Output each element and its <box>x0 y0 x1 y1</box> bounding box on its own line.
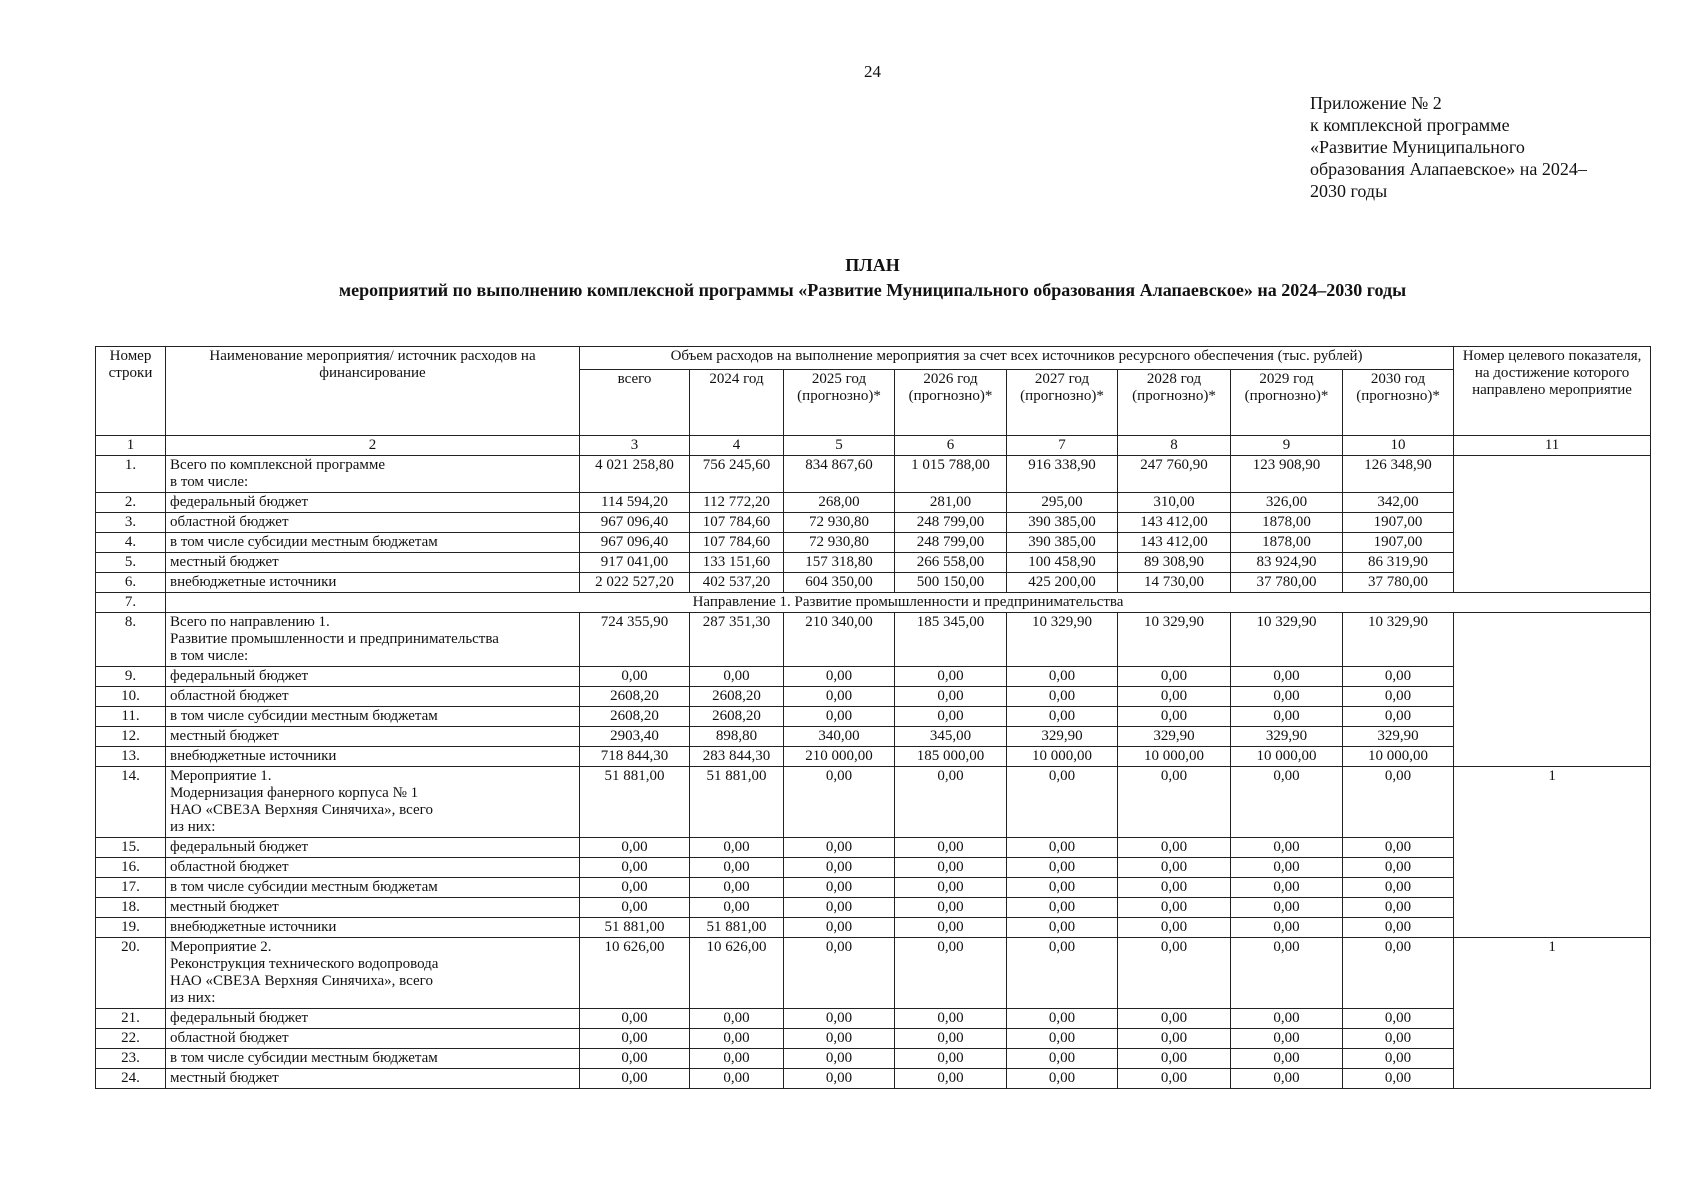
amount-cell: 89 308,90 <box>1118 553 1231 573</box>
amount-cell: 247 760,90 <box>1118 456 1231 493</box>
amount-cell: 0,00 <box>895 687 1007 707</box>
amount-cell: 185 000,00 <box>895 747 1007 767</box>
row-number: 3. <box>96 513 166 533</box>
row-name: областной бюджет <box>166 513 580 533</box>
row-number: 14. <box>96 767 166 838</box>
amount-cell: 0,00 <box>580 667 690 687</box>
amount-cell: 916 338,90 <box>1007 456 1118 493</box>
row-name: Мероприятие 1. Модернизация фанерного корпуса № 1 НАО «СВЕЗА Верхняя Синячиха», всего из них: <box>166 767 580 838</box>
appendix-line: Приложение № 2 <box>1310 93 1442 113</box>
amount-cell: 0,00 <box>1007 838 1118 858</box>
row-number: 15. <box>96 838 166 858</box>
amount-cell: 51 881,00 <box>690 767 784 838</box>
header-2026: 2026 год (прогнозно)* <box>895 370 1007 436</box>
amount-cell: 283 844,30 <box>690 747 784 767</box>
amount-cell: 1878,00 <box>1231 533 1343 553</box>
amount-cell: 0,00 <box>895 707 1007 727</box>
amount-cell: 107 784,60 <box>690 513 784 533</box>
amount-cell: 10 329,90 <box>1007 613 1118 667</box>
amount-cell: 0,00 <box>1118 687 1231 707</box>
row-number: 19. <box>96 918 166 938</box>
table-row <box>96 747 1651 767</box>
amount-cell: 1 015 788,00 <box>895 456 1007 493</box>
amount-cell: 0,00 <box>895 767 1007 838</box>
amount-cell: 0,00 <box>1231 667 1343 687</box>
column-number: 5 <box>784 436 895 456</box>
amount-cell: 390 385,00 <box>1007 533 1118 553</box>
table-row <box>96 938 1651 1009</box>
amount-cell: 0,00 <box>1343 1029 1454 1049</box>
amount-cell: 0,00 <box>1118 667 1231 687</box>
row-name: в том числе субсидии местным бюджетам <box>166 878 580 898</box>
header-total: всего <box>580 370 690 436</box>
amount-cell: 0,00 <box>580 1069 690 1089</box>
row-number: 8. <box>96 613 166 667</box>
amount-cell: 0,00 <box>1007 1009 1118 1029</box>
amount-cell: 281,00 <box>895 493 1007 513</box>
row-number: 9. <box>96 667 166 687</box>
row-name: областной бюджет <box>166 1029 580 1049</box>
amount-cell: 0,00 <box>1343 838 1454 858</box>
row-number: 13. <box>96 747 166 767</box>
column-number: 3 <box>580 436 690 456</box>
row-name: местный бюджет <box>166 727 580 747</box>
amount-cell: 10 329,90 <box>1118 613 1231 667</box>
amount-cell: 0,00 <box>1118 918 1231 938</box>
amount-cell: 340,00 <box>784 727 895 747</box>
row-name: местный бюджет <box>166 1069 580 1089</box>
amount-cell: 0,00 <box>1231 858 1343 878</box>
row-name: Всего по комплексной программе в том числе: <box>166 456 580 493</box>
target-indicator-cell: 1 <box>1454 767 1651 938</box>
amount-cell: 0,00 <box>1118 878 1231 898</box>
amount-cell: 0,00 <box>784 707 895 727</box>
amount-cell: 917 041,00 <box>580 553 690 573</box>
amount-cell: 718 844,30 <box>580 747 690 767</box>
amount-cell: 185 345,00 <box>895 613 1007 667</box>
header-volume: Объем расходов на выполнение мероприятия за счет всех источников ресурсного обеспечения (тыс. рублей) <box>580 347 1454 370</box>
amount-cell: 0,00 <box>1118 767 1231 838</box>
amount-cell: 0,00 <box>690 1029 784 1049</box>
amount-cell: 0,00 <box>784 898 895 918</box>
amount-cell: 295,00 <box>1007 493 1118 513</box>
amount-cell: 0,00 <box>580 878 690 898</box>
row-name: внебюджетные источники <box>166 573 580 593</box>
row-name: федеральный бюджет <box>166 838 580 858</box>
table-row <box>96 593 1651 613</box>
amount-cell: 967 096,40 <box>580 533 690 553</box>
amount-cell: 210 340,00 <box>784 613 895 667</box>
amount-cell: 0,00 <box>1007 687 1118 707</box>
amount-cell: 10 626,00 <box>690 938 784 1009</box>
row-name: Мероприятие 2. Реконструкция технического водопровода НАО «СВЕЗА Верхняя Синячиха», всего из них: <box>166 938 580 1009</box>
amount-cell: 0,00 <box>1118 1049 1231 1069</box>
appendix-line: 2030 годы <box>1310 181 1388 201</box>
table-row <box>96 553 1651 573</box>
amount-cell: 210 000,00 <box>784 747 895 767</box>
amount-cell: 0,00 <box>784 1049 895 1069</box>
row-number: 23. <box>96 1049 166 1069</box>
amount-cell: 143 412,00 <box>1118 533 1231 553</box>
amount-cell: 0,00 <box>1118 1069 1231 1089</box>
amount-cell: 0,00 <box>895 1069 1007 1089</box>
amount-cell: 0,00 <box>1007 918 1118 938</box>
amount-cell: 834 867,60 <box>784 456 895 493</box>
header-2030: 2030 год (прогнозно)* <box>1343 370 1454 436</box>
appendix-line: к комплексной программе <box>1310 115 1510 135</box>
table-row <box>96 573 1651 593</box>
amount-cell: 10 626,00 <box>580 938 690 1009</box>
amount-cell: 0,00 <box>1231 1049 1343 1069</box>
amount-cell: 329,90 <box>1343 727 1454 747</box>
row-name: в том числе субсидии местным бюджетам <box>166 533 580 553</box>
amount-cell: 756 245,60 <box>690 456 784 493</box>
amount-cell: 0,00 <box>690 1069 784 1089</box>
table-row <box>96 858 1651 878</box>
amount-cell: 0,00 <box>784 858 895 878</box>
amount-cell: 0,00 <box>1231 1009 1343 1029</box>
amount-cell: 0,00 <box>1343 858 1454 878</box>
amount-cell: 0,00 <box>1007 707 1118 727</box>
row-name: местный бюджет <box>166 553 580 573</box>
amount-cell: 123 908,90 <box>1231 456 1343 493</box>
amount-cell: 10 000,00 <box>1007 747 1118 767</box>
table-row <box>96 767 1651 838</box>
header-name: Наименование мероприятия/ источник расходов на финансирование <box>166 347 580 436</box>
column-number: 2 <box>166 436 580 456</box>
row-name: в том числе субсидии местным бюджетам <box>166 1049 580 1069</box>
target-indicator-cell: 1 <box>1454 938 1651 1089</box>
amount-cell: 10 329,90 <box>1231 613 1343 667</box>
amount-cell: 329,90 <box>1118 727 1231 747</box>
row-number: 6. <box>96 573 166 593</box>
document-title <box>0 253 1697 303</box>
amount-cell: 107 784,60 <box>690 533 784 553</box>
amount-cell: 329,90 <box>1231 727 1343 747</box>
amount-cell: 0,00 <box>1007 938 1118 1009</box>
amount-cell: 10 000,00 <box>1231 747 1343 767</box>
amount-cell: 114 594,20 <box>580 493 690 513</box>
amount-cell: 0,00 <box>1007 1029 1118 1049</box>
amount-cell: 2608,20 <box>690 707 784 727</box>
amount-cell: 0,00 <box>1118 838 1231 858</box>
amount-cell: 967 096,40 <box>580 513 690 533</box>
amount-cell: 0,00 <box>1343 878 1454 898</box>
amount-cell: 390 385,00 <box>1007 513 1118 533</box>
amount-cell: 898,80 <box>690 727 784 747</box>
header-2024: 2024 год <box>690 370 784 436</box>
amount-cell: 0,00 <box>895 838 1007 858</box>
target-indicator-cell <box>1454 613 1651 767</box>
amount-cell: 0,00 <box>1231 898 1343 918</box>
table-row <box>96 493 1651 513</box>
column-number: 11 <box>1454 436 1651 456</box>
amount-cell: 604 350,00 <box>784 573 895 593</box>
table-row <box>96 687 1651 707</box>
amount-cell: 0,00 <box>690 838 784 858</box>
row-name: федеральный бюджет <box>166 667 580 687</box>
amount-cell: 10 329,90 <box>1343 613 1454 667</box>
amount-cell: 329,90 <box>1007 727 1118 747</box>
row-number: 10. <box>96 687 166 707</box>
row-number: 5. <box>96 553 166 573</box>
row-number: 2. <box>96 493 166 513</box>
amount-cell: 0,00 <box>1231 918 1343 938</box>
row-number: 7. <box>96 593 166 613</box>
amount-cell: 248 799,00 <box>895 513 1007 533</box>
header-2028: 2028 год (прогнозно)* <box>1118 370 1231 436</box>
amount-cell: 0,00 <box>1343 1009 1454 1029</box>
amount-cell: 0,00 <box>784 687 895 707</box>
amount-cell: 0,00 <box>690 858 784 878</box>
title-subtitle: мероприятий по выполнению комплексной программы «Развитие Муниципального образования Алапаевское» на 2024–2030 годы <box>338 280 1407 300</box>
column-number: 10 <box>1343 436 1454 456</box>
table-row <box>96 1009 1651 1029</box>
table-row <box>96 878 1651 898</box>
row-number: 24. <box>96 1069 166 1089</box>
amount-cell: 0,00 <box>1007 878 1118 898</box>
header-target: Номер целевого показателя, на достижение которого направлено мероприятие <box>1454 347 1651 436</box>
header-2027: 2027 год (прогнозно)* <box>1007 370 1118 436</box>
table-row <box>96 1049 1651 1069</box>
row-number: 21. <box>96 1009 166 1029</box>
table-row <box>96 898 1651 918</box>
amount-cell: 1907,00 <box>1343 513 1454 533</box>
amount-cell: 51 881,00 <box>580 918 690 938</box>
amount-cell: 10 000,00 <box>1118 747 1231 767</box>
amount-cell: 287 351,30 <box>690 613 784 667</box>
table-row <box>96 838 1651 858</box>
amount-cell: 0,00 <box>1007 767 1118 838</box>
amount-cell: 0,00 <box>1007 1049 1118 1069</box>
amount-cell: 0,00 <box>690 878 784 898</box>
column-number: 4 <box>690 436 784 456</box>
target-indicator-cell <box>1454 456 1651 593</box>
amount-cell: 0,00 <box>895 938 1007 1009</box>
amount-cell: 0,00 <box>1118 707 1231 727</box>
amount-cell: 0,00 <box>1343 918 1454 938</box>
amount-cell: 0,00 <box>1231 838 1343 858</box>
amount-cell: 0,00 <box>1007 898 1118 918</box>
column-number: 6 <box>895 436 1007 456</box>
amount-cell: 10 000,00 <box>1343 747 1454 767</box>
amount-cell: 0,00 <box>784 918 895 938</box>
amount-cell: 0,00 <box>580 1009 690 1029</box>
amount-cell: 0,00 <box>784 1029 895 1049</box>
row-number: 11. <box>96 707 166 727</box>
amount-cell: 14 730,00 <box>1118 573 1231 593</box>
amount-cell: 0,00 <box>1231 878 1343 898</box>
amount-cell: 37 780,00 <box>1231 573 1343 593</box>
amount-cell: 2 022 527,20 <box>580 573 690 593</box>
amount-cell: 0,00 <box>1231 767 1343 838</box>
amount-cell: 345,00 <box>895 727 1007 747</box>
amount-cell: 724 355,90 <box>580 613 690 667</box>
amount-cell: 0,00 <box>580 858 690 878</box>
header-2029: 2029 год (прогнозно)* <box>1231 370 1343 436</box>
amount-cell: 0,00 <box>895 1029 1007 1049</box>
amount-cell: 157 318,80 <box>784 553 895 573</box>
amount-cell: 51 881,00 <box>580 767 690 838</box>
amount-cell: 0,00 <box>784 767 895 838</box>
row-number: 16. <box>96 858 166 878</box>
amount-cell: 0,00 <box>1007 667 1118 687</box>
amount-cell: 0,00 <box>1343 1069 1454 1089</box>
amount-cell: 0,00 <box>895 1049 1007 1069</box>
amount-cell: 1878,00 <box>1231 513 1343 533</box>
amount-cell: 0,00 <box>784 1009 895 1029</box>
amount-cell: 2903,40 <box>580 727 690 747</box>
amount-cell: 2608,20 <box>690 687 784 707</box>
row-number: 17. <box>96 878 166 898</box>
amount-cell: 1907,00 <box>1343 533 1454 553</box>
appendix-note <box>1310 92 1650 202</box>
amount-cell: 0,00 <box>895 1009 1007 1029</box>
column-number-row <box>96 436 1651 456</box>
amount-cell: 126 348,90 <box>1343 456 1454 493</box>
amount-cell: 248 799,00 <box>895 533 1007 553</box>
row-name: Всего по направлению 1. Развитие промышленности и предпринимательства в том числе: <box>166 613 580 667</box>
row-number: 4. <box>96 533 166 553</box>
column-number: 9 <box>1231 436 1343 456</box>
amount-cell: 72 930,80 <box>784 513 895 533</box>
amount-cell: 0,00 <box>580 1029 690 1049</box>
amount-cell: 268,00 <box>784 493 895 513</box>
row-name: областной бюджет <box>166 858 580 878</box>
header-2025: 2025 год (прогнозно)* <box>784 370 895 436</box>
amount-cell: 0,00 <box>1118 1029 1231 1049</box>
amount-cell: 326,00 <box>1231 493 1343 513</box>
amount-cell: 0,00 <box>895 667 1007 687</box>
table-row <box>96 513 1651 533</box>
amount-cell: 0,00 <box>1118 1009 1231 1029</box>
amount-cell: 0,00 <box>895 918 1007 938</box>
amount-cell: 2608,20 <box>580 687 690 707</box>
page-number: 24 <box>864 62 881 81</box>
amount-cell: 0,00 <box>784 878 895 898</box>
amount-cell: 0,00 <box>895 878 1007 898</box>
amount-cell: 0,00 <box>1343 767 1454 838</box>
row-number: 20. <box>96 938 166 1009</box>
amount-cell: 500 150,00 <box>895 573 1007 593</box>
row-name: федеральный бюджет <box>166 1009 580 1029</box>
amount-cell: 133 151,60 <box>690 553 784 573</box>
row-name: федеральный бюджет <box>166 493 580 513</box>
table-row <box>96 707 1651 727</box>
row-name: внебюджетные источники <box>166 747 580 767</box>
row-name: областной бюджет <box>166 687 580 707</box>
amount-cell: 0,00 <box>1343 667 1454 687</box>
amount-cell: 0,00 <box>895 898 1007 918</box>
column-number: 8 <box>1118 436 1231 456</box>
appendix-line: образования Алапаевское» на 2024– <box>1310 159 1587 179</box>
header-row-number: Номер строки <box>96 347 166 436</box>
amount-cell: 37 780,00 <box>1343 573 1454 593</box>
amount-cell: 0,00 <box>1231 938 1343 1009</box>
amount-cell: 100 458,90 <box>1007 553 1118 573</box>
amount-cell: 0,00 <box>1231 1069 1343 1089</box>
amount-cell: 4 021 258,80 <box>580 456 690 493</box>
amount-cell: 0,00 <box>690 1009 784 1029</box>
amount-cell: 0,00 <box>1231 1029 1343 1049</box>
amount-cell: 0,00 <box>784 667 895 687</box>
amount-cell: 0,00 <box>1343 898 1454 918</box>
amount-cell: 0,00 <box>580 838 690 858</box>
amount-cell: 86 319,90 <box>1343 553 1454 573</box>
table-row <box>96 456 1651 493</box>
column-number: 1 <box>96 436 166 456</box>
amount-cell: 310,00 <box>1118 493 1231 513</box>
table-row <box>96 613 1651 667</box>
amount-cell: 0,00 <box>1343 707 1454 727</box>
amount-cell: 0,00 <box>690 898 784 918</box>
amount-cell: 0,00 <box>1118 938 1231 1009</box>
row-number: 12. <box>96 727 166 747</box>
amount-cell: 0,00 <box>690 1049 784 1069</box>
table-row <box>96 1069 1651 1089</box>
amount-cell: 51 881,00 <box>690 918 784 938</box>
amount-cell: 425 200,00 <box>1007 573 1118 593</box>
column-number: 7 <box>1007 436 1118 456</box>
amount-cell: 72 930,80 <box>784 533 895 553</box>
amount-cell: 0,00 <box>690 667 784 687</box>
table-row <box>96 1029 1651 1049</box>
amount-cell: 143 412,00 <box>1118 513 1231 533</box>
title-plan: ПЛАН <box>845 255 900 275</box>
amount-cell: 0,00 <box>1118 858 1231 878</box>
table-row <box>96 667 1651 687</box>
amount-cell: 112 772,20 <box>690 493 784 513</box>
amount-cell: 0,00 <box>784 838 895 858</box>
row-name: местный бюджет <box>166 898 580 918</box>
amount-cell: 83 924,90 <box>1231 553 1343 573</box>
amount-cell: 0,00 <box>784 938 895 1009</box>
table-row <box>96 918 1651 938</box>
amount-cell: 0,00 <box>1231 707 1343 727</box>
row-number: 1. <box>96 456 166 493</box>
row-name: внебюджетные источники <box>166 918 580 938</box>
amount-cell: 0,00 <box>1118 898 1231 918</box>
amount-cell: 0,00 <box>1231 687 1343 707</box>
table-row <box>96 727 1651 747</box>
amount-cell: 0,00 <box>1007 858 1118 878</box>
amount-cell: 2608,20 <box>580 707 690 727</box>
amount-cell: 0,00 <box>1343 687 1454 707</box>
amount-cell: 0,00 <box>580 898 690 918</box>
amount-cell: 266 558,00 <box>895 553 1007 573</box>
amount-cell: 0,00 <box>1007 1069 1118 1089</box>
amount-cell: 0,00 <box>1343 1049 1454 1069</box>
amount-cell: 402 537,20 <box>690 573 784 593</box>
amount-cell: 0,00 <box>784 1069 895 1089</box>
row-name: в том числе субсидии местным бюджетам <box>166 707 580 727</box>
section-heading: Направление 1. Развитие промышленности и предпринимательства <box>166 593 1651 613</box>
amount-cell: 0,00 <box>580 1049 690 1069</box>
row-number: 18. <box>96 898 166 918</box>
table-row <box>96 533 1651 553</box>
plan-table-body <box>96 456 1651 1089</box>
amount-cell: 0,00 <box>895 858 1007 878</box>
appendix-line: «Развитие Муниципального <box>1310 137 1525 157</box>
amount-cell: 0,00 <box>1343 938 1454 1009</box>
plan-table <box>95 346 1651 1089</box>
row-number: 22. <box>96 1029 166 1049</box>
amount-cell: 342,00 <box>1343 493 1454 513</box>
